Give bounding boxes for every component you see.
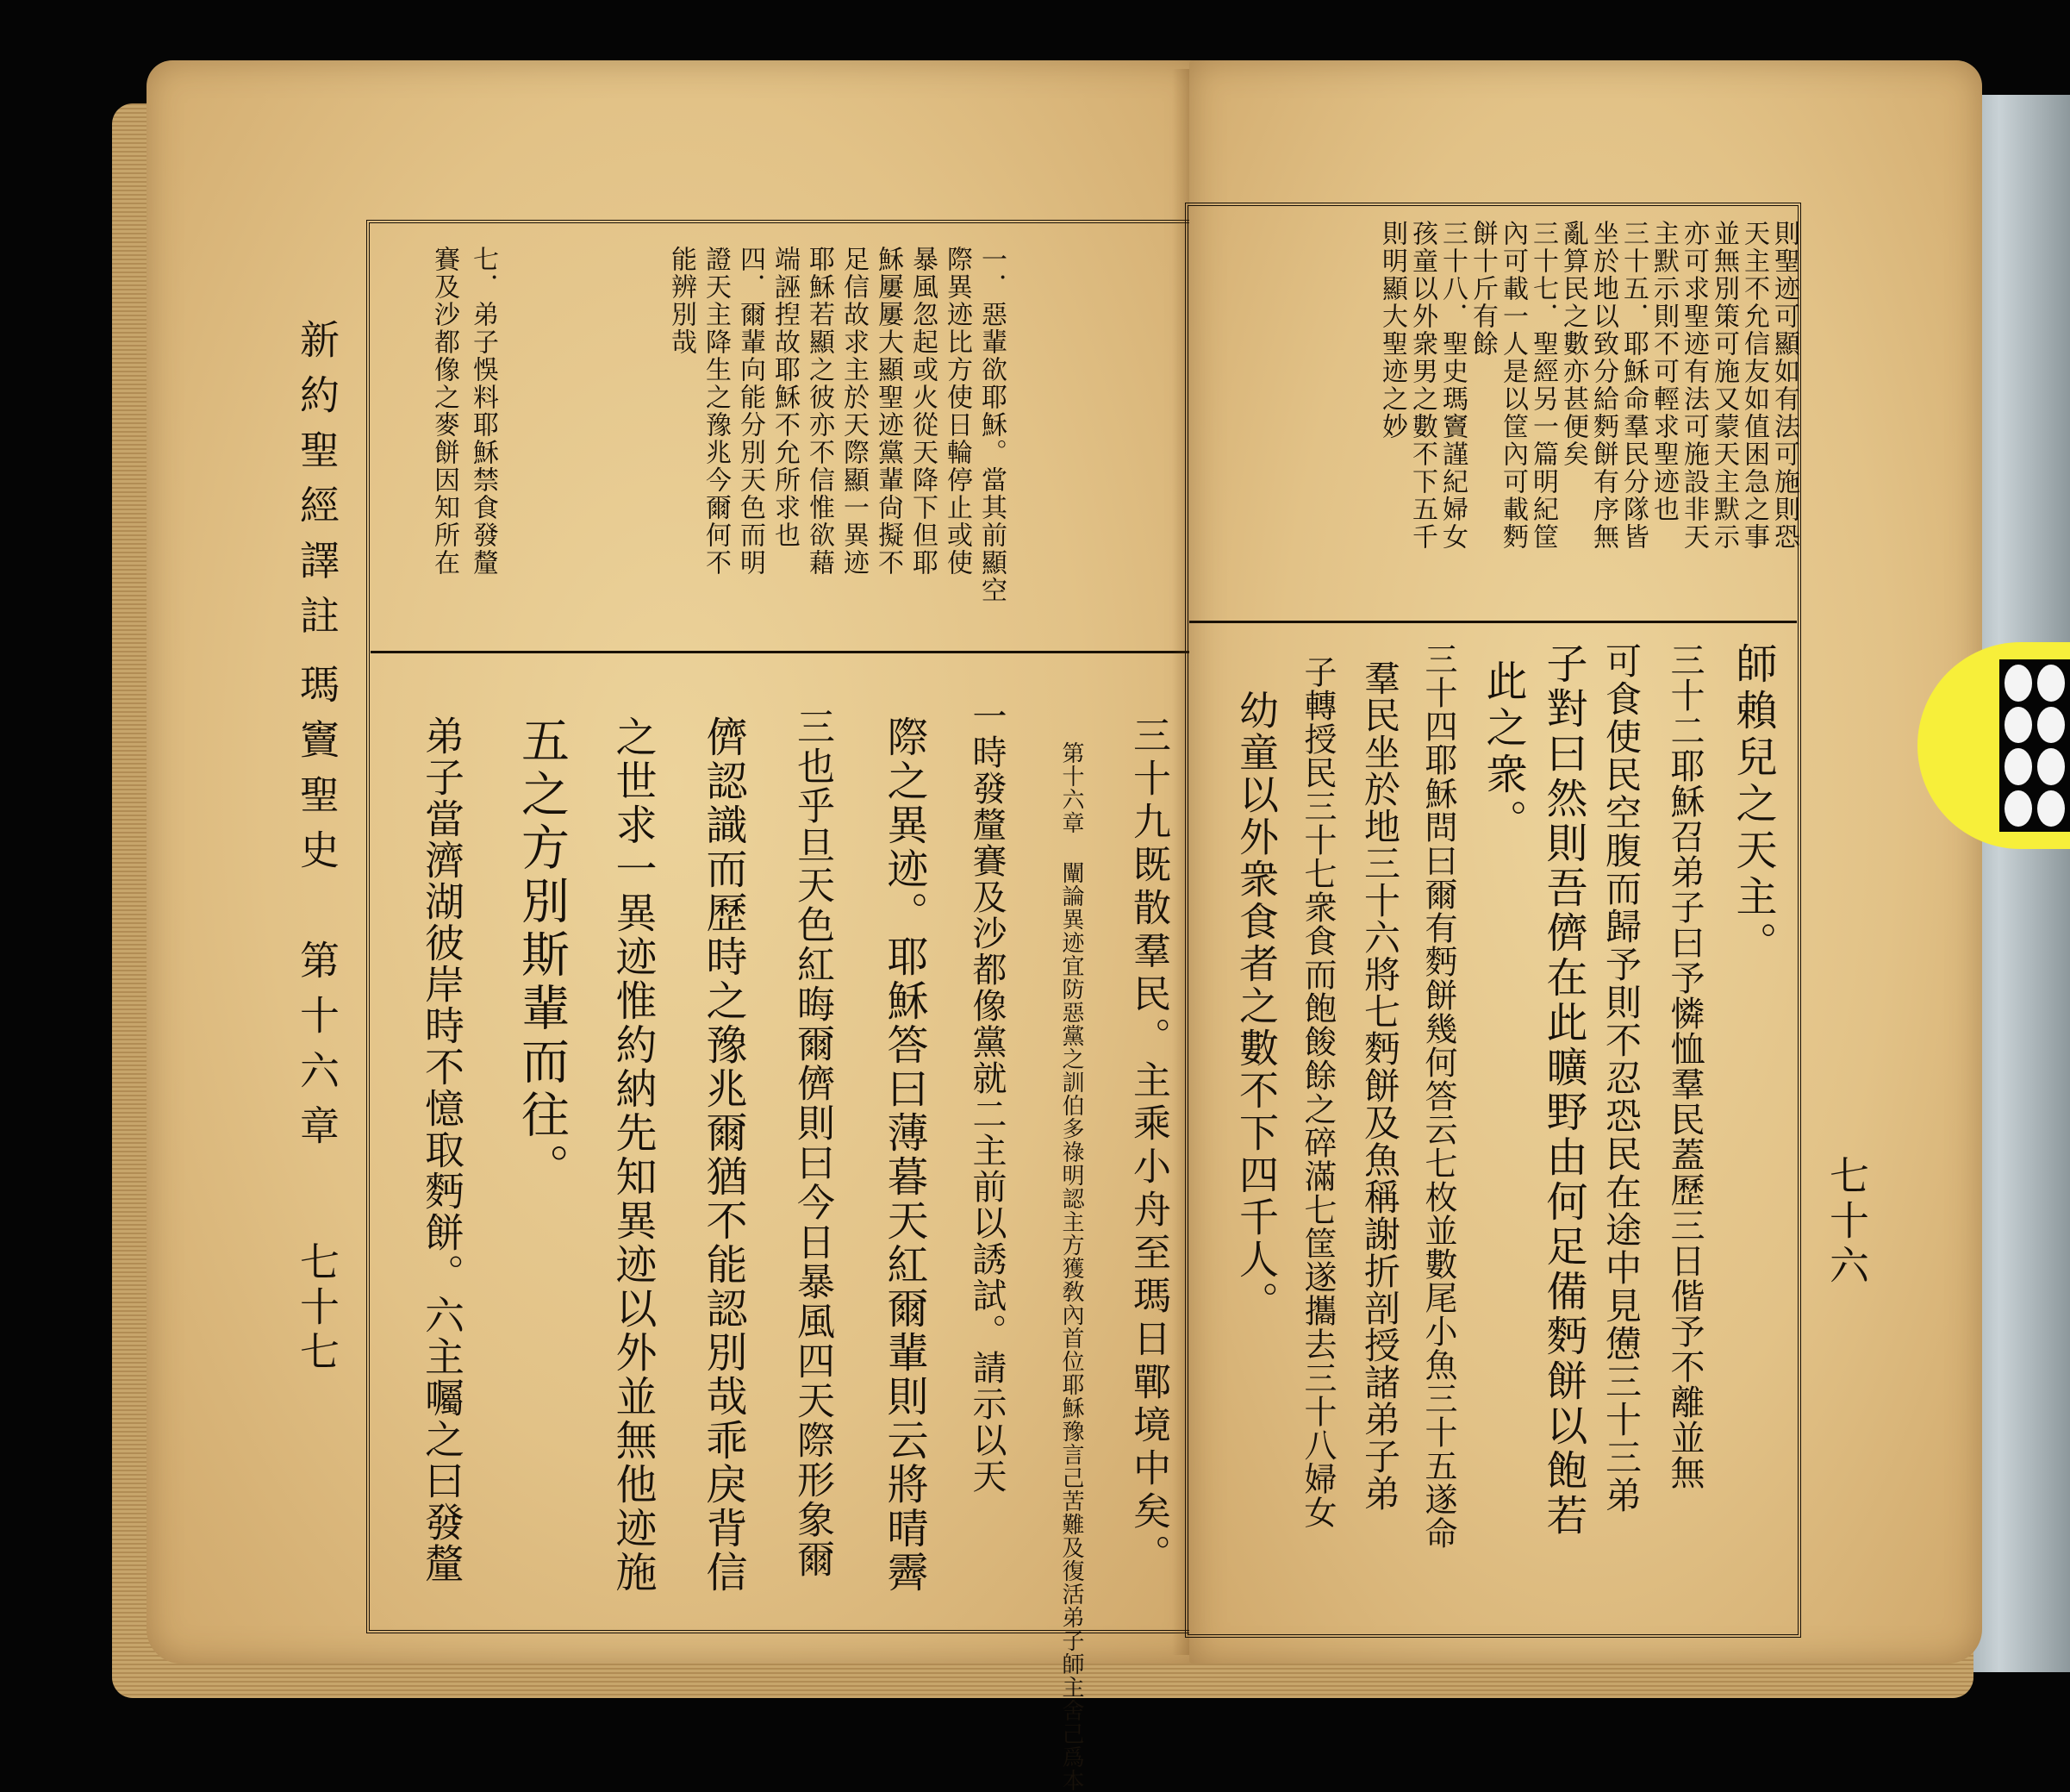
right-note-line: 三十五．耶穌命羣民分隊皆 (1618, 220, 1649, 551)
left-notes-divider (371, 651, 1194, 653)
left-note-line: 四．爾輩向能分別天色而明 (735, 246, 765, 577)
left-note-line: 能辨別哉 (666, 246, 696, 356)
right-note-line: 內可載一人是以筐內可載麪 (1498, 220, 1528, 551)
right-body-line: 師賴兒之天主。 (1729, 642, 1777, 968)
right-body-line: 子轉授民三十七衆食而飽餕餘之碎滿七筐遂攜去三十八婦女 (1299, 655, 1337, 1529)
right-body-line: 羣民坐於地三十六將七麪餅及魚稱謝折剖授諸弟子弟 (1359, 659, 1401, 1512)
right-notes-divider (1189, 621, 1797, 623)
right-note-line: 亂算民之數亦甚便矣 (1558, 220, 1588, 468)
left-body-line: 一時發釐賽及沙都像黨就二主前以誘試。請示以天 (967, 698, 1007, 1495)
right-note-line: 坐於地以致分給麪餅有序無 (1588, 220, 1618, 551)
left-body-line: 三十九既散羣民。主乘小舟至瑪日鄲境中矣。 (1126, 715, 1170, 1577)
right-note-line: 三十八．聖史瑪竇謹紀婦女 (1437, 220, 1468, 551)
dot-pattern-icon (1999, 659, 2070, 832)
left-note-line: 暴風忽起或火從天降下但耶 (907, 246, 938, 577)
left-note-line: 端誣揑故耶穌不允所求也 (770, 246, 800, 549)
right-body-line: 三十四耶穌問曰爾有麪餅幾何答云七枚並數尾小魚三十五遂命 (1419, 642, 1457, 1550)
left-running-head: 瑪竇聖史 第十六章 (294, 664, 340, 1160)
right-body-line: 子對曰然則吾儕在此曠野由何足備麪餅以飽若 (1539, 642, 1587, 1539)
left-note-line: 穌屢屢大顯聖迹黨輩尙擬不 (873, 246, 903, 577)
left-body-line: 儕認識而歷時之豫兆爾猶不能認別哉乖戾背信 (699, 715, 747, 1595)
right-note-line: 則明顯大聖迹之妙 (1377, 220, 1407, 440)
left-note-line: 證天主降生之豫兆今爾何不 (701, 246, 731, 577)
right-body-line: 三十二耶穌召弟子曰予憐恤羣民蓋歷三日偕予不離並無 (1665, 642, 1705, 1490)
right-body-line: 幼童以外衆食者之數不下四千人。 (1233, 690, 1280, 1323)
left-note-line: 際異迹比方使日輪停止或使 (942, 246, 972, 577)
left-note-line: 足信故求主於天際顯一異迹 (839, 246, 869, 577)
chapter-heading: 第十六章 闡論異迹宜防惡黨之訓伯多祿明認主方獲敎內首位耶穌豫言己苦難及復活弟子師主舍己爲本 (1058, 741, 1084, 1792)
left-note-line: 賽及沙都像之麥餅因知所在 (429, 246, 459, 577)
left-page-number: 七十七 (294, 1241, 340, 1376)
left-book-title: 新約聖經譯註 (294, 319, 340, 650)
left-body-line: 五之方別斯輩而往。 (514, 715, 570, 1196)
right-note-line: 餅十斤有餘 (1468, 220, 1498, 358)
right-note-line: 天主不允信友如值困急之事 (1739, 220, 1769, 551)
left-note-line: 一．惡輩欲耶穌。當其前顯空 (976, 246, 1007, 604)
right-note-line: 亦可求聖迹有法可施設非天 (1679, 220, 1709, 551)
left-body-line: 之世求一異迹惟約納先知異迹以外並無他迹施 (608, 715, 657, 1595)
left-note-line: 耶穌若顯之彼亦不信惟欲藉 (804, 246, 834, 577)
right-page-number: 七十六 (1824, 1155, 1870, 1289)
left-body-line: 際之異迹。耶穌答曰薄暮天紅爾輩則云將晴霽 (880, 715, 928, 1595)
left-note-line: 七．弟子悞料耶穌禁食發釐 (468, 246, 498, 577)
right-body-line: 可食使民空腹而歸予則不忍恐民在途中見憊三十三弟 (1600, 642, 1643, 1514)
right-note-line: 並無別策可施又蒙天主默示 (1709, 220, 1739, 551)
right-note-line: 主默示則不可輕求聖迹也 (1649, 220, 1679, 523)
right-note-line: 則聖迹可顯如有法可施則恐 (1769, 220, 1799, 551)
left-body-line: 弟子當濟湖彼岸時不憶取麪餅。六主囑之曰發釐 (419, 715, 465, 1584)
right-note-line: 三十七．聖經另一篇明紀筐 (1528, 220, 1558, 551)
left-body-line: 三也乎旦天色紅晦爾儕則曰今日暴風四天際形象爾 (790, 707, 834, 1579)
right-body-line: 此之衆。 (1479, 659, 1527, 846)
right-note-line: 孩童以外衆男之數不下五千 (1407, 220, 1437, 551)
